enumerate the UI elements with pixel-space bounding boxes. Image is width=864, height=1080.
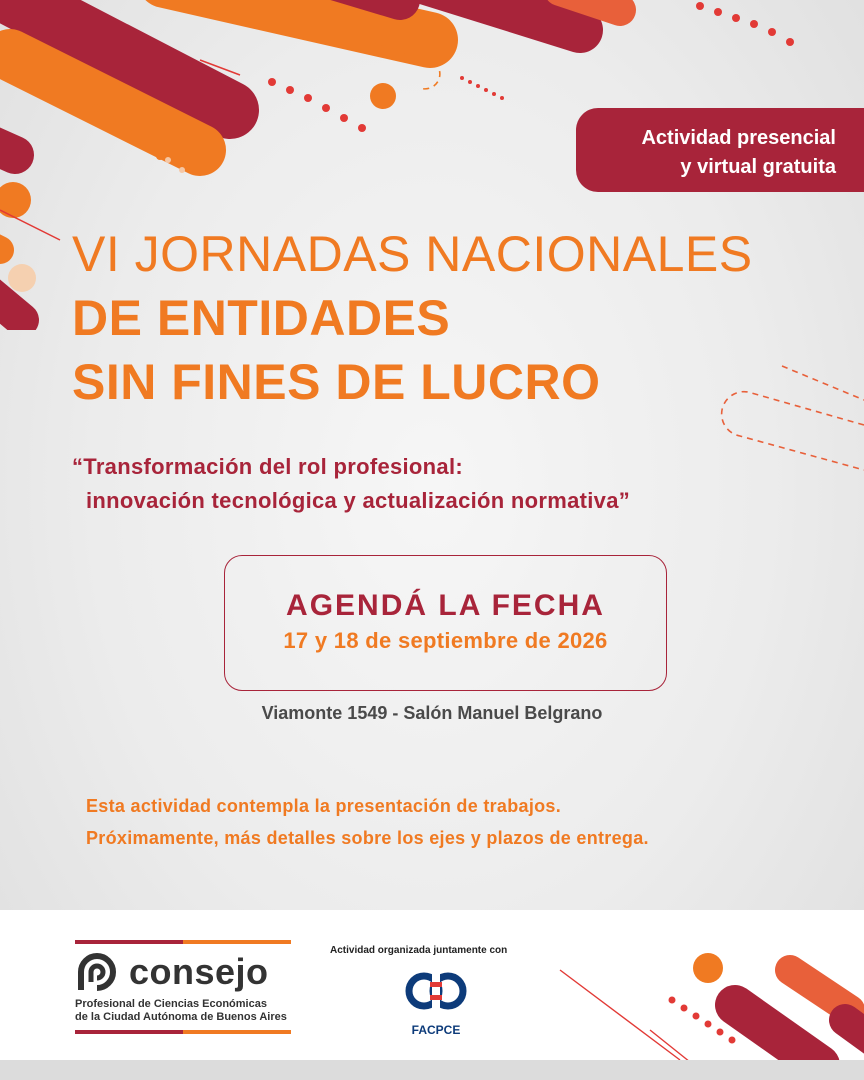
save-the-date-heading: AGENDÁ LA FECHA (286, 589, 605, 622)
event-notes (86, 790, 649, 854)
event-date: 17 y 18 de septiembre de 2026 (283, 628, 608, 653)
badge-line-1: Actividad presencial (641, 127, 836, 149)
event-subtitle (72, 450, 630, 518)
facpce-name: FACPCE (411, 1023, 461, 1037)
organized-with-label: Actividad organizada juntamente con (330, 945, 508, 956)
footer (0, 910, 864, 1080)
subtitle-line-2: innovación tecnológica y actualización normativa” (86, 488, 631, 513)
consejo-desc-line-1: Profesional de Ciencias Económicas (75, 998, 267, 1010)
free-activity-badge (576, 108, 864, 192)
title-line-3: SIN FINES DE LUCRO (72, 354, 601, 410)
decorative-shapes-footer (0, 910, 864, 1080)
badge-line-2: y virtual gratuita (680, 156, 836, 178)
subtitle-line-1: “Transformación del rol profesional: (72, 454, 463, 479)
event-title (72, 222, 753, 414)
notes-line-2: Próximamente, más detalles sobre los ejes y plazos de entrega. (86, 828, 649, 848)
footer-bottom-bar (0, 1060, 864, 1080)
consejo-desc-line-2: de la Ciudad Autónoma de Buenos Aires (75, 1011, 287, 1023)
title-line-2: DE ENTIDADES (72, 290, 451, 346)
event-venue: Viamonte 1549 - Salón Manuel Belgrano (261, 703, 603, 723)
notes-line-1: Esta actividad contempla la presentación de trabajos. (86, 796, 562, 816)
save-the-date-box (224, 555, 667, 691)
title-line-1: VI JORNADAS NACIONALES (72, 226, 753, 282)
consejo-brand: consejo (129, 951, 269, 992)
